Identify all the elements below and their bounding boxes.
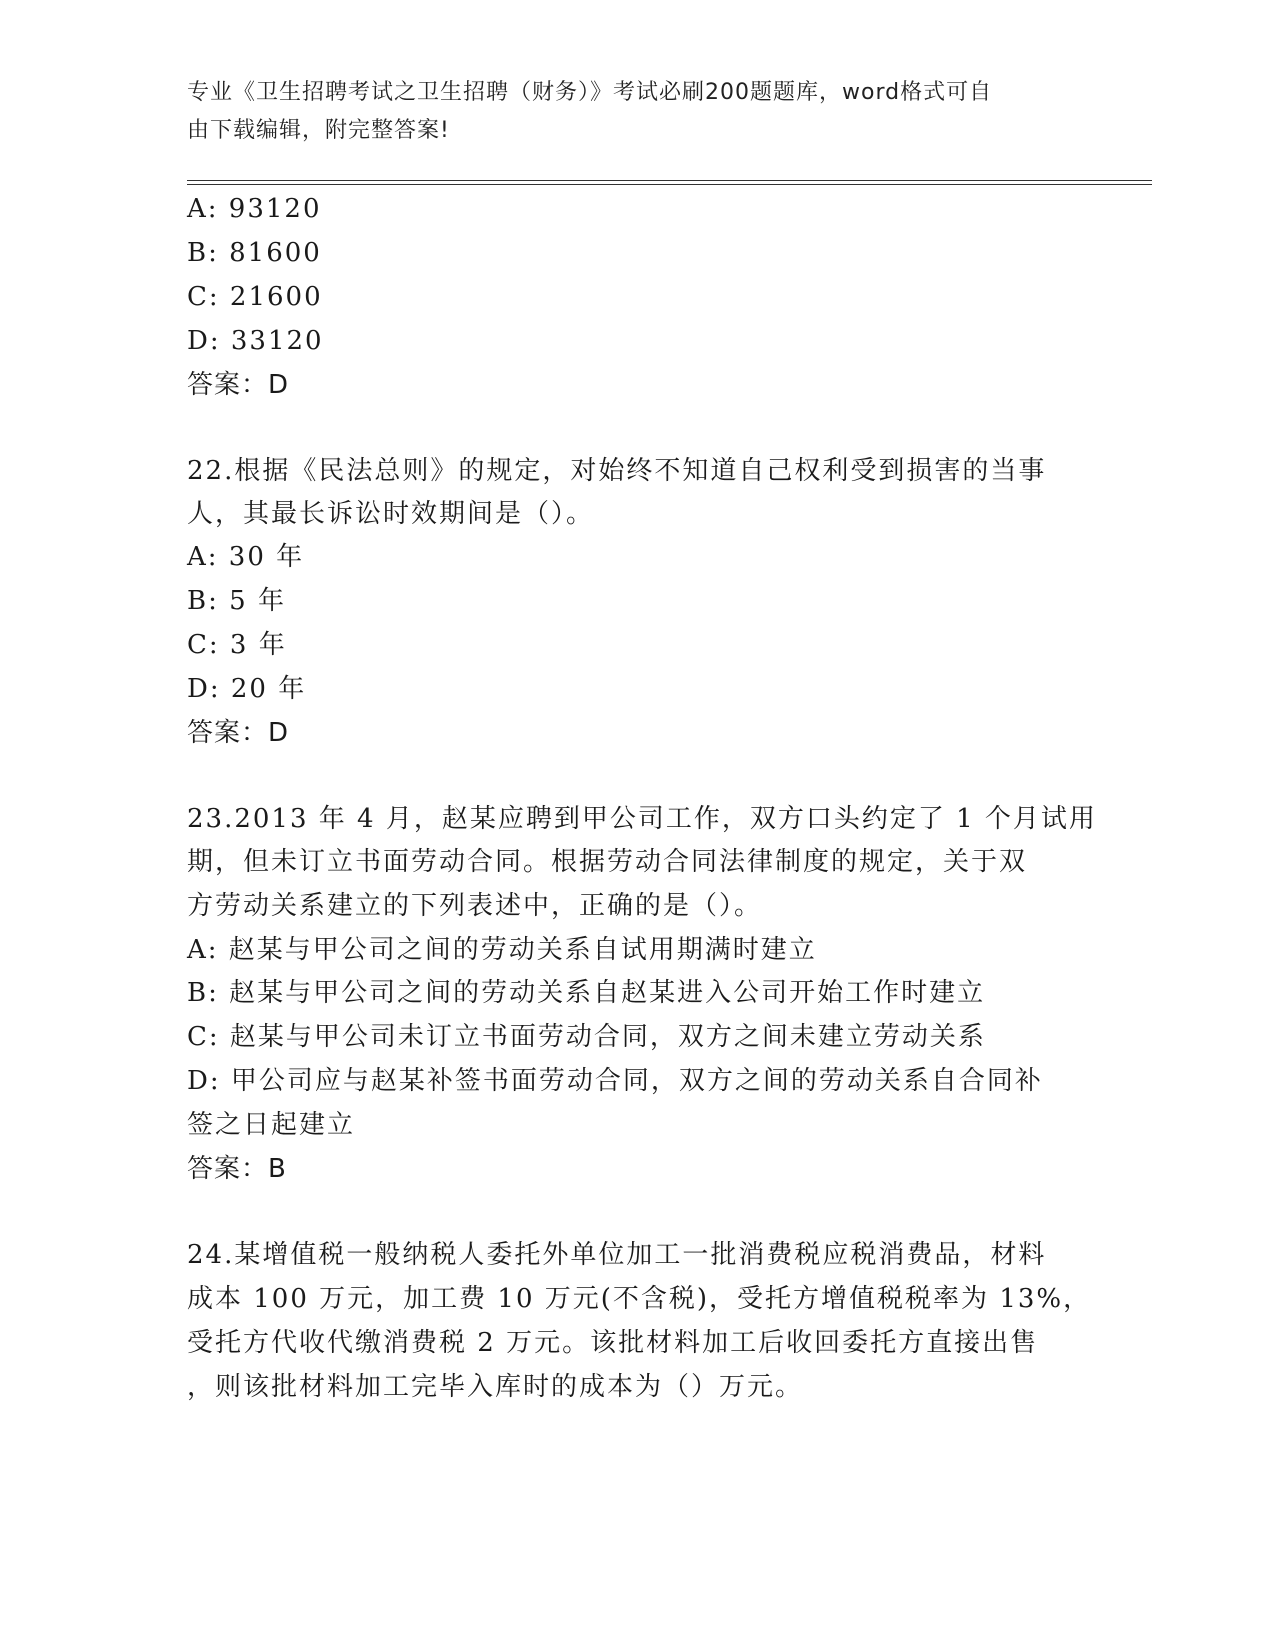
q23-option-d-line-2: 签之日起建立 xyxy=(187,1110,356,1140)
q24-stem-line-3: 受托方代收代缴消费税 2 万元。该批材料加工后收回委托方直接出售 xyxy=(187,1328,1039,1358)
q22-answer: 答案：D xyxy=(187,718,290,748)
q22-option-a: A: 30 年 xyxy=(187,542,305,572)
q22-option-c: C: 3 年 xyxy=(187,630,287,660)
q24-stem-line-2: 成本 100 万元，加工费 10 万元(不含税)，受托方增值税税率为 13%， xyxy=(187,1284,1092,1314)
q23-answer: 答案：B xyxy=(187,1154,287,1184)
document-header xyxy=(187,74,1067,150)
q21-answer: 答案：D xyxy=(187,370,290,400)
q21-option-a: A: 93120 xyxy=(187,194,322,224)
q24-stem-line-1: 24.某增值税一般纳税人委托外单位加工一批消费税应税消费品，材料 xyxy=(187,1240,1047,1270)
q22-stem-line-2: 人，其最长诉讼时效期间是（）。 xyxy=(187,499,595,529)
q21-option-c: C: 21600 xyxy=(187,282,323,312)
header-line-2: 由下载编辑，附完整答案! xyxy=(187,118,450,143)
q23-option-c: C: 赵某与甲公司未订立书面劳动合同，双方之间未建立劳动关系 xyxy=(187,1022,986,1052)
q24-stem-line-4: ，则该批材料加工完毕入库时的成本为（）万元。 xyxy=(187,1372,804,1402)
q21-option-b: B: 81600 xyxy=(187,238,322,268)
q23-stem-line-1: 23.2013 年 4 月，赵某应聘到甲公司工作，双方口头约定了 1 个月试用 xyxy=(187,804,1097,834)
q22-option-b: B: 5 年 xyxy=(187,586,286,616)
q22-stem-line-1: 22.根据《民法总则》的规定，对始终不知道自己权利受到损害的当事 xyxy=(187,456,1047,486)
q23-stem-line-2: 期，但未订立书面劳动合同。根据劳动合同法律制度的规定，关于双 xyxy=(187,847,1028,877)
q23-option-b: B: 赵某与甲公司之间的劳动关系自赵某进入公司开始工作时建立 xyxy=(187,978,986,1008)
q23-option-a: A: 赵某与甲公司之间的劳动关系自试用期满时建立 xyxy=(187,935,817,965)
q23-stem-line-3: 方劳动关系建立的下列表述中，正确的是（）。 xyxy=(187,891,763,921)
header-divider-bottom xyxy=(187,184,1152,185)
header-divider-top xyxy=(187,180,1152,181)
q22-option-d: D: 20 年 xyxy=(187,674,307,704)
header-line-1: 专业《卫生招聘考试之卫生招聘（财务）》考试必刷200题题库，word格式可自 xyxy=(187,80,993,105)
q21-option-d: D: 33120 xyxy=(187,326,324,356)
q23-option-d-line-1: D: 甲公司应与赵某补签书面劳动合同，双方之间的劳动关系自合同补 xyxy=(187,1066,1043,1096)
